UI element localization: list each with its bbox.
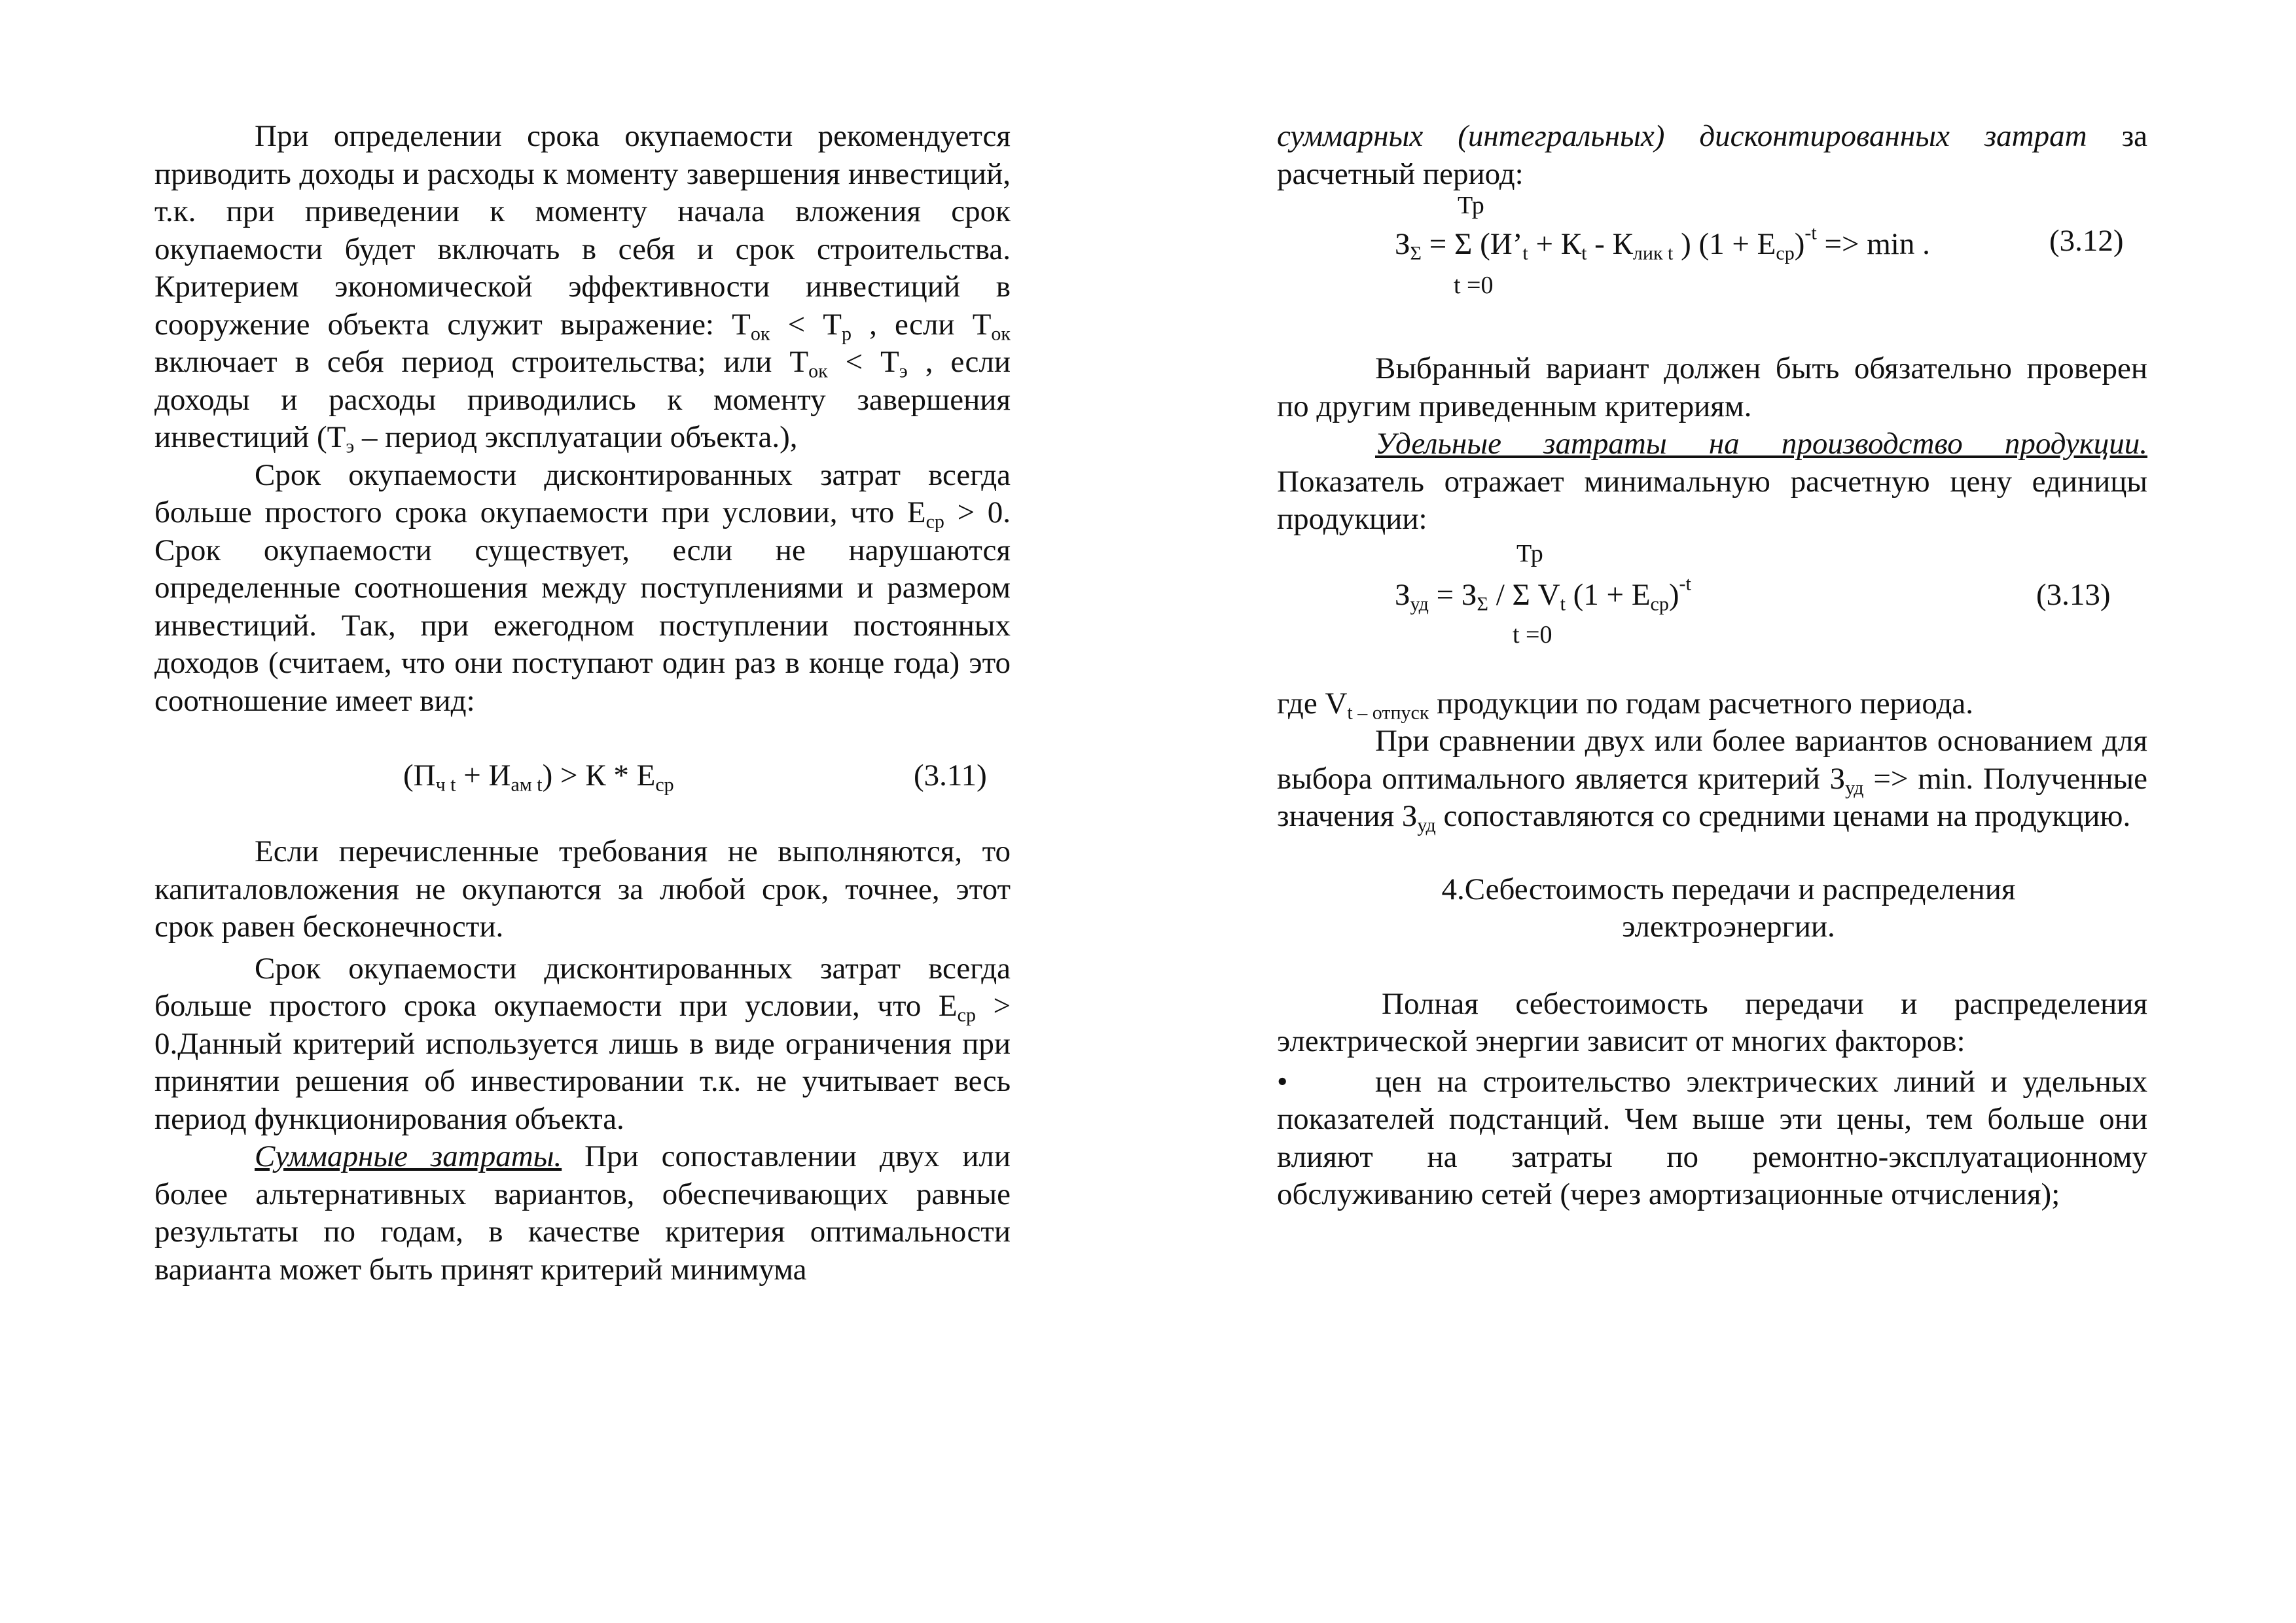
- term-total-costs: Суммарные затраты.: [255, 1139, 562, 1173]
- paragraph-comparison: При сравнении двух или более вариантов основанием для выбора оптимального является критерий $З_{уд} => \min$. Полученные значения $З_{уд}$ сопоставляются со средними ценами на продукцию.: [1277, 724, 2147, 836]
- formula-3-11-number: (3.11): [914, 758, 987, 793]
- formula-3-13-lower-limit: t =0: [1513, 620, 1552, 649]
- section-heading-line-2: электроэнергии.: [1622, 910, 1835, 944]
- formula-3-11-expression: $(П_{ч t} + И_{ам t}) > К * Е_{ср}$: [403, 758, 674, 796]
- paragraph-where-v: где $V_{t - отпуск}$ продукции по годам расчетного периода.: [1277, 686, 1973, 723]
- paragraph-total-costs: Суммарные затраты. При сопоставлении двух или более альтернативных вариантов, обеспечивающих равные результаты по годам, в качестве критерия оптимальности варианта может быть принят критерий минимума: [154, 1139, 1011, 1287]
- formula-3-11: [154, 720, 1011, 833]
- formula-3-12-upper-limit: Тр: [1458, 192, 1484, 219]
- paragraph-payback-intro: При определении срока окупаемости рекомендуется приводить доходы и расходы к моменту завершения инвестиций, т.к. при приведении к моменту начала вложения срок окупаемости будет включать в себя и срок строительства. Критерием экономической эффективности инвестиций в сооружение объекта служит выражение: $Т_{ок} < Т_р$ , если $Т_{ок}$ включает в себя период строительства; или $Т_{ок} < Т_э$ , если доходы и расходы приводились к моменту завершения инвестиций ($Т_э$ – период эксплуатации объекта.),: [154, 119, 1011, 457]
- paragraph-discounted-payback-2: Срок окупаемости дисконтированных затрат всегда больше простого срока окупаемости при условии, что $Е_{ср}$ > 0.Данный критерий используется лишь в виде ограничения при принятии решения об инвестировании т.к. не учитывает весь период функционирования объекта.: [154, 951, 1011, 1136]
- paragraph-discounted-payback: Срок окупаемости дисконтированных затрат всегда больше простого срока окупаемости при условии, что $Е_{ср} > 0$. Срок окупаемости существует, если не нарушаются определенные соотношения между поступлениями и размером инвестиций. Так, при ежегодном поступлении постоянных доходов (считаем, что они поступают один раз в конце года) это соотношение имеет вид:: [154, 457, 1011, 718]
- paragraph-unit-costs: Удельные затраты на производство продукции. Показатель отражает минимальную расчетную цену единицы продукции:: [1277, 427, 2147, 536]
- formula-3-13-upper-limit: Тр: [1516, 539, 1543, 567]
- right-column: [1277, 118, 2147, 1214]
- formula-3-12: [1277, 193, 2147, 324]
- paragraph-not-paid-off: Если перечисленные требования не выполняются, то капиталовложения не окупаются за любой срок, точнее, этот срок равен бесконечности.: [154, 834, 1011, 944]
- left-column: [154, 118, 1011, 1289]
- formula-3-12-lower-limit: t =0: [1454, 272, 1494, 299]
- list-item-text: цен на строительство электрических линий и удельных показателей подстанций. Чем выше эти цены, тем больше они влияют на затраты по ремонтно-эксплуатационному обслуживанию сетей (через амортизационные отчисления);: [1277, 1064, 2147, 1211]
- formula-3-12-expression: $З_\Sigma = \Sigma$ ($И’_t + К_t - К_{лик t}$ ) $(1 + Е_{ср})^{-t} => \min$ .: [1395, 222, 1930, 264]
- formula-3-12-number: (3.12): [2049, 224, 2124, 258]
- list-item: [1277, 1063, 2147, 1214]
- bullet-icon: •: [1277, 1064, 1288, 1099]
- formula-3-13-expression: $З_{уд} = З_\Sigma / \Sigma$ $V_t$ $(1 + Е_{ср})^{-t}$: [1395, 573, 1691, 615]
- paragraph-full-cost: Полная себестоимость передачи и распределения электрической энергии зависит от многих факторов:: [1277, 986, 2147, 1058]
- formula-3-13-number: (3.13): [2036, 577, 2111, 612]
- section-heading: [1277, 871, 2147, 946]
- term-unit-costs: Удельные затраты на производство продукции.: [1375, 427, 2147, 461]
- formula-3-13: [1277, 539, 2147, 668]
- section-heading-line-1: 4.Себестоимость передачи и распределения: [1441, 872, 2016, 906]
- paragraph-integral-costs: суммарных (интегральных) дисконтированных затрат за расчетный период:: [1277, 119, 2147, 191]
- paragraph-chosen-variant: Выбранный вариант должен быть обязательно проверен по другим приведенным критериям.: [1277, 351, 2147, 423]
